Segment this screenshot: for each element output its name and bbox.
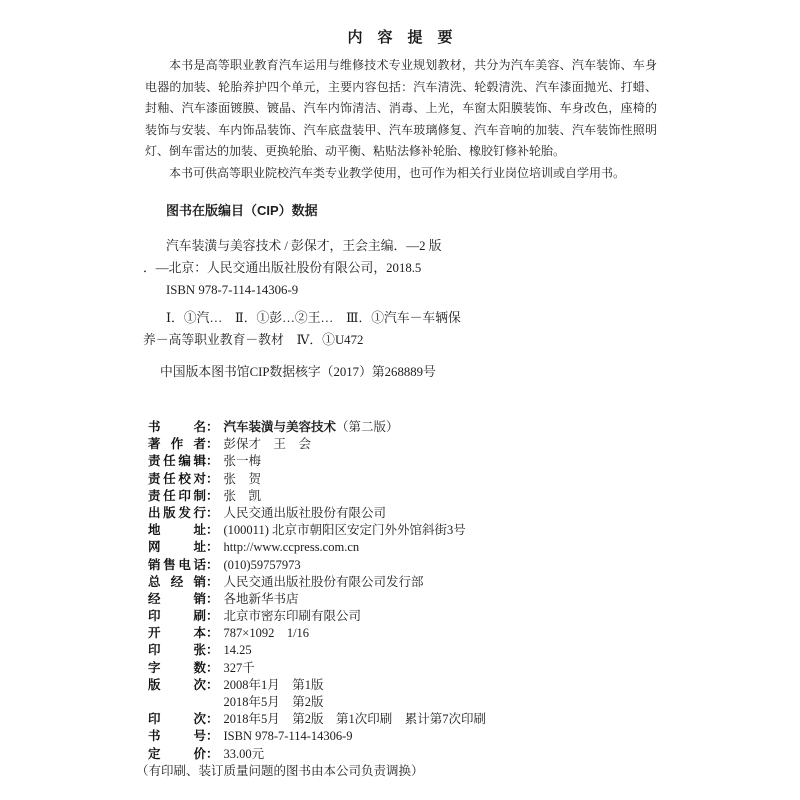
colophon-value: 彭保才 王 会 [223, 437, 312, 452]
colophon-row [148, 453, 486, 470]
colophon-colon: ： [206, 557, 219, 572]
colophon-value: 北京市密东印刷有限公司 [223, 609, 362, 624]
colophon-value: 张 贺 [223, 471, 262, 486]
colophon-row [148, 488, 486, 505]
colophon-colon: ： [206, 643, 219, 658]
quality-note: （有印刷、装订质量问题的图书由本公司负责调换） [136, 763, 424, 778]
colophon-colon: ： [206, 626, 219, 641]
colophon-value: 人民交通出版社股份有限公司发行部 [223, 574, 424, 589]
colophon-colon: ： [206, 746, 219, 761]
cip-line: ISBN 978-7-114-14306-9 [166, 283, 299, 297]
colophon-colon: ： [206, 677, 219, 692]
colophon-colon: ： [206, 609, 219, 624]
colophon-colon: ： [206, 454, 219, 469]
colophon-row [148, 419, 486, 436]
colophon-row [148, 436, 486, 453]
colophon-value: 张一梅 [223, 454, 262, 469]
colophon-label: 总经销 [148, 574, 206, 589]
colophon-label: 印次 [148, 712, 206, 727]
cip-lines [143, 235, 573, 351]
colophon-label: 销售电话 [148, 557, 206, 572]
colophon-row [148, 660, 486, 677]
colophon-colon: ： [206, 471, 219, 486]
colophon-label: 网址 [148, 540, 206, 555]
colophon-label: 责任校对 [148, 471, 206, 486]
colophon-row [148, 746, 486, 763]
colophon-label: 字数 [148, 660, 206, 675]
colophon-row [148, 591, 486, 608]
colophon-label: 开本 [148, 626, 206, 641]
colophon-colon: ： [206, 505, 219, 520]
colophon-label: 责任印制 [148, 488, 206, 503]
colophon-table [136, 419, 487, 780]
colophon-label: 定价 [148, 746, 206, 761]
colophon-row [148, 642, 486, 659]
colophon-value: 张 凯 [223, 488, 262, 503]
colophon-value: 787×1092 1/16 [223, 626, 310, 641]
colophon-colon: ： [206, 488, 219, 503]
colophon-value: 327千 [223, 660, 255, 675]
cip-record-number: 中国版本图书馆CIP数据核字（2017）第268889号 [160, 365, 436, 379]
cip-line: 汽车装潢与美容技术 / 彭保才，王会主编．—2 版 [166, 239, 442, 253]
colophon-label: 印张 [148, 643, 206, 658]
colophon-label: 著作者 [148, 437, 206, 452]
colophon-value: (100011) 北京市朝阳区安定门外外馆斜街3号 [223, 523, 466, 538]
colophon-label: 书名 [148, 420, 206, 434]
colophon-row [148, 471, 486, 488]
colophon-colon: ： [206, 712, 219, 727]
colophon-row [148, 574, 486, 591]
colophon-colon: ： [206, 574, 219, 589]
colophon-value: http://www.ccpress.com.cn [223, 540, 360, 555]
colophon-row [148, 728, 486, 745]
colophon-row [148, 522, 486, 539]
colophon-row [148, 608, 486, 625]
colophon-value: 人民交通出版社股份有限公司 [223, 505, 387, 520]
colophon-row [148, 625, 486, 642]
summary-paragraph-1: 本书是高等职业教育汽车运用与维修技术专业规划教材，共分为汽车美容、汽车装饰、车身电器的加装、轮胎养护四个单元，主要内容包括：汽车清洗、轮毂清洗、汽车漆面抛光、打蜡、封釉、汽车漆面镀膜、镀晶、汽车内饰清洁、消毒、上光，车窗太阳膜装饰、车身改色，座椅的装饰与安装、车内饰品装饰、汽车底盘装甲、汽车玻璃修复、汽车音响的加装、汽车装饰性照明灯、倒车雷达的加装、更换轮胎、动平衡、粘贴法修补轮胎、橡胶钉修补轮胎。 [145, 58, 657, 158]
colophon-row [148, 505, 486, 522]
colophon-value: 2018年5月 第2版 [223, 695, 324, 709]
colophon-colon: ： [206, 523, 219, 538]
colophon-value: 33.00元 [223, 746, 265, 761]
colophon-colon: ： [206, 437, 219, 452]
colophon-value: 2008年1月 第1版 [223, 677, 324, 692]
summary-block [145, 55, 657, 184]
colophon-label: 印刷 [148, 609, 206, 624]
colophon-label: 书号 [148, 729, 206, 744]
colophon-colon: ： [206, 420, 219, 434]
colophon-colon: ： [206, 540, 219, 555]
colophon-value: 汽车装潢与美容技术 [223, 420, 337, 434]
colophon-label: 出版发行 [148, 505, 206, 520]
colophon-label: 责任编辑 [148, 454, 206, 469]
cip-line: 养－高等职业教育－教材 Ⅳ．①U472 [143, 333, 364, 347]
cip-line: ．—北京：人民交通出版社股份有限公司，2018.5 [143, 261, 422, 275]
colophon-value-suffix: （第二版） [336, 420, 399, 434]
colophon-row [148, 711, 486, 728]
colophon-value: 2018年5月 第2版 第1次印刷 累计第7次印刷 [223, 712, 487, 727]
colophon-label: 地址 [148, 523, 206, 538]
colophon-value: ISBN 978-7-114-14306-9 [223, 729, 353, 744]
colophon-colon: ： [206, 660, 219, 675]
colophon-label: 版次 [148, 677, 206, 692]
colophon-value: (010)59757973 [223, 557, 301, 572]
summary-paragraph-2: 本书可供高等职业院校汽车类专业教学使用，也可作为相关行业岗位培训或自学用书。 [169, 165, 626, 180]
colophon-label: 经销 [148, 591, 206, 606]
cip-heading: 图书在版编目（CIP）数据 [166, 203, 318, 218]
colophon-colon: ： [206, 591, 219, 606]
cip-line: Ⅰ．①汽… Ⅱ．①彭…②王… Ⅲ．①汽车－车辆保 [166, 311, 461, 325]
summary-heading: 内 容 提 要 [347, 29, 453, 46]
cip-block [143, 200, 573, 380]
colophon-value: 14.25 [223, 643, 252, 658]
colophon-row [148, 694, 486, 711]
colophon-row [148, 557, 486, 574]
colophon-row [148, 539, 486, 556]
colophon-row [148, 677, 486, 694]
colophon-value: 各地新华书店 [223, 591, 299, 606]
colophon-colon: ： [206, 729, 219, 744]
